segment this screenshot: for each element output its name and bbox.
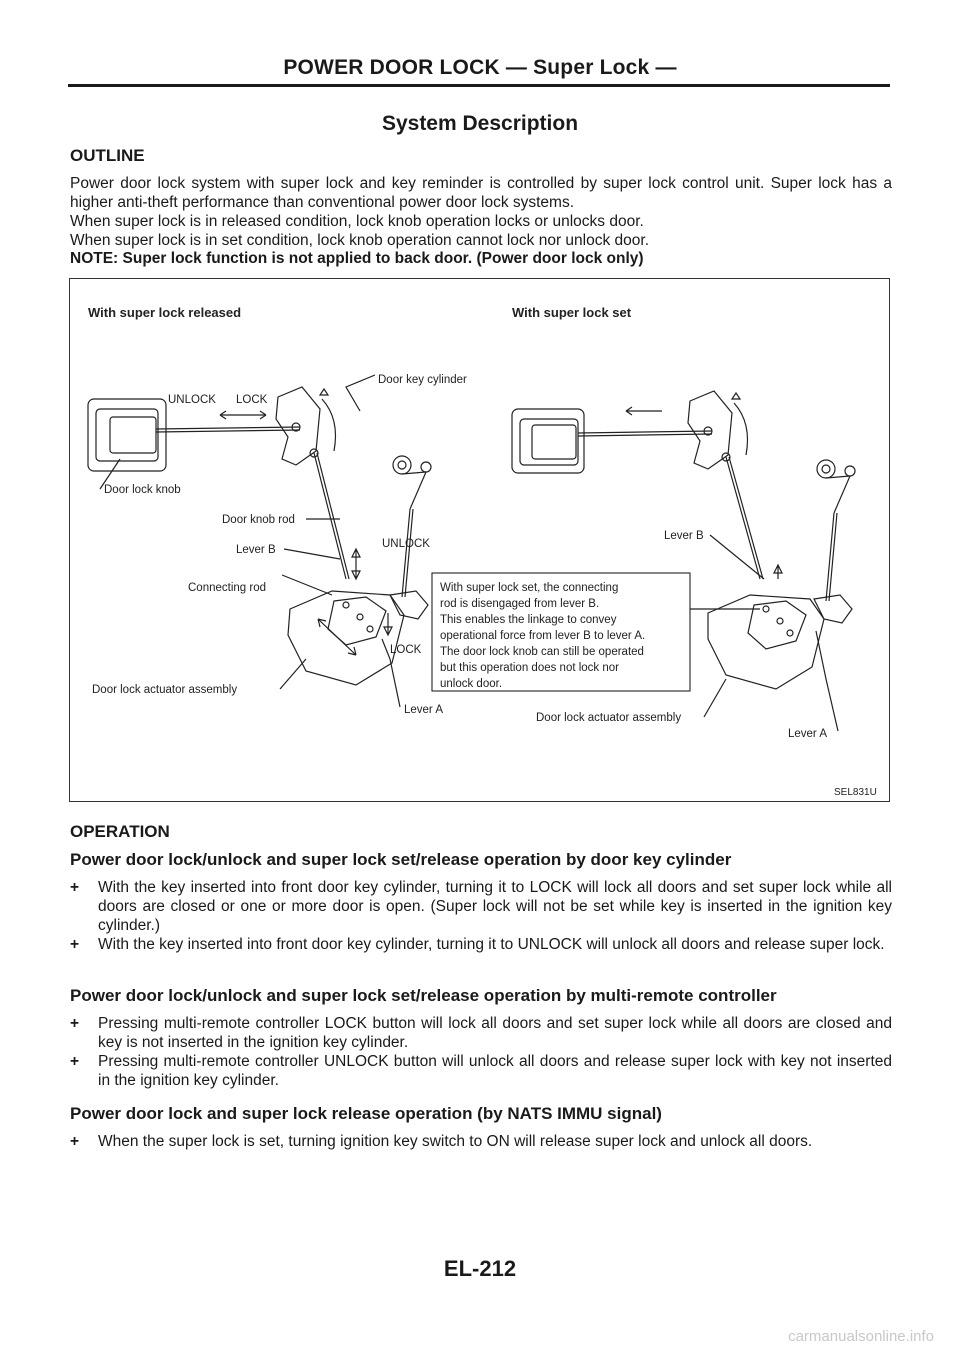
outline-line-3: When super lock is in set condition, lock knob operation cannot lock nor unlock door. [70,232,649,249]
right-knob-rod [726,457,760,579]
figure-code: SEL831U [834,787,877,798]
figure-title-set: With super lock set [512,305,632,320]
header-rule [68,84,890,87]
watermark: carmanualsonline.info [788,1328,934,1345]
label-lever-b-left: Lever B [236,544,276,556]
leader-lever-b-left [284,549,340,559]
operation-sub3-title: Power door lock and super lock release operation (by NATS IMMU signal) [70,1104,662,1123]
left-actuator-arrow [318,619,356,655]
left-actuator-body [288,591,404,685]
callout-line-1: With super lock set, the connecting [440,582,619,594]
outline-note: NOTE: Super lock function is not applied to back door. (Power door lock only) [70,250,644,267]
operation-sub1-title: Power door lock/unlock and super lock set/release operation by door key cylinder [70,850,732,869]
label-actuator-left: Door lock actuator assembly [92,684,238,696]
left-key-cylinder [393,456,411,474]
operation-sub1-list [70,878,892,954]
leader-lever-b-right [710,535,764,579]
callout-line-7: unlock door. [440,678,503,690]
bullet-mark: + [70,879,80,896]
label-lock-top: LOCK [236,394,268,406]
left-key-rod [410,472,426,509]
left-rod-horizontal [156,427,300,429]
bullet-mark: + [70,1015,80,1032]
list-item: + Pressing multi-remote controller UNLOCK button will unlock all doors and release super lock with key not inserted in the ignition key cylinder. [70,1053,892,1089]
label-connecting-rod: Connecting rod [188,582,266,594]
operation-sub2-title: Power door lock/unlock and super lock set/release operation by multi-remote controller [70,986,777,1005]
page-number: EL-212 [443,1256,517,1281]
bullet-mark: + [70,1053,80,1070]
list-item: + With the key inserted into front door key cylinder, turning it to LOCK will lock all doors and set super lock while all doors are closed or one or more door is open. (Super lock will not be set while key is inserted in the ignition key cylinder.) [70,879,892,934]
operation-heading: OPERATION [70,822,170,841]
operation-sub2-list [70,1014,892,1090]
left-double-arrow-top [220,411,266,419]
leader-actuator-right [704,679,726,717]
callout-line-2: rod is disengaged from lever B. [440,598,600,610]
left-door-knob-rod [314,453,346,579]
left-upper-lever [276,387,320,465]
label-lever-a-right: Lever A [788,728,827,740]
leader-door-key-cylinder [346,375,375,411]
page-header: POWER DOOR LOCK — Super Lock — [283,56,677,79]
right-upper-lever [688,391,732,469]
left-rotation-arrow [322,399,336,451]
right-key-cylinder [817,460,835,478]
left-knob-pad [110,417,156,453]
left-knob-housing [88,399,166,471]
bullet-mark: + [70,1133,80,1150]
right-up-arrow [774,565,782,579]
right-rotation-arrow [734,403,748,455]
figure-title-released: With super lock released [88,305,242,320]
right-arrow-top [626,407,662,415]
label-door-knob-rod: Door knob rod [222,514,295,526]
label-door-key-cylinder: Door key cylinder [378,374,467,386]
left-updown-arrow [352,549,360,579]
super-lock-diagram [69,278,890,802]
list-item: + With the key inserted into front door key cylinder, turning it to UNLOCK will unlock all doors and release super lock. [70,936,885,953]
right-lever-a [814,595,852,623]
section-title: System Description [381,112,579,135]
callout-line-5: The door lock knob can still be operated [440,646,644,658]
list-item: + Pressing multi-remote controller LOCK button will lock all doors and set super lock while all doors are closed and key is not inserted in the ignition key cylinder. [70,1015,892,1051]
leader-lever-a-right [816,631,838,731]
leader-connecting-rod [282,575,332,595]
right-key-rod [834,476,850,513]
label-actuator-right: Door lock actuator assembly [536,712,682,724]
label-lever-b-right: Lever B [664,530,704,542]
label-lever-a-left: Lever A [404,704,443,716]
bullet-mark: + [70,936,80,953]
right-rod-horizontal [578,431,712,433]
label-unlock-top: UNLOCK [168,394,216,406]
diagram-svg [70,279,891,803]
label-unlock-mid: UNLOCK [382,538,430,550]
operation-sub3-list [70,1132,892,1151]
callout-line-3: This enables the linkage to convey [440,614,617,626]
left-lever-a [390,591,428,619]
leader-actuator-left [280,659,306,689]
outline-paragraph-1: Power door lock system with super lock and key reminder is controlled by super lock control unit. Super lock has a higher anti-theft performance than conventional power door lock systems. [70,175,892,211]
callout-line-6: but this operation does not lock nor [440,662,620,674]
list-item: + When the super lock is set, turning ignition key switch to ON will release super lock and unlock all doors. [70,1133,813,1150]
outline-heading: OUTLINE [70,146,145,165]
outline-paragraph [70,174,892,250]
label-door-lock-knob: Door lock knob [104,484,181,496]
left-lock-arrow [384,613,392,635]
callout-line-4: operational force from lever B to lever A. [440,630,646,642]
outline-line-2: When super lock is in released condition, lock knob operation locks or unlocks door. [70,213,644,230]
label-lock-mid: LOCK [390,644,422,656]
